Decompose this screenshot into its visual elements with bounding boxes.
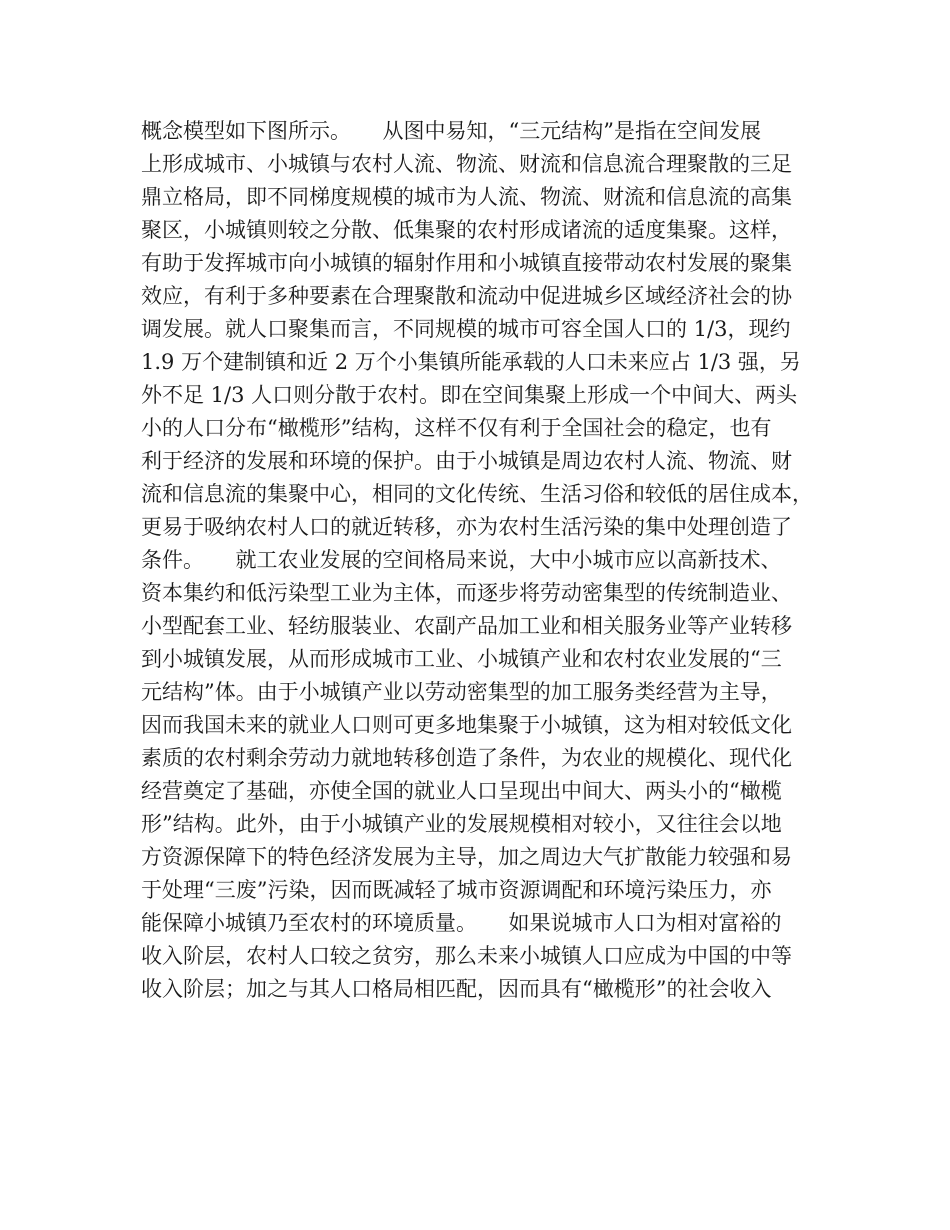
text-line: 条件。 就工农业发展的空间格局来说，大中小城市应以高新技术、 — [141, 548, 782, 572]
text-line: 1.9 万个建制镇和近 2 万个小集镇所能承载的人口未来应占 1/3 强，另 — [141, 350, 801, 374]
text-line: 收入阶层；加之与其人口格局相匹配，因而具有“橄榄形”的社会收入 — [141, 977, 772, 1001]
text-line: 效应，有利于多种要素在合理聚散和流动中促进城乡区域经济社会的协 — [141, 284, 792, 308]
text-line: 小型配套工业、轻纺服装业、农副产品加工业和相关服务业等产业转移 — [141, 614, 792, 638]
text-line: 概念模型如下图所示。 从图中易知，“三元结构”是指在空间发展 — [141, 119, 761, 143]
text-line: 经营奠定了基础，亦使全国的就业人口呈现出中间大、两头小的“橄榄 — [141, 779, 782, 803]
text-line: 到小城镇发展，从而形成城市工业、小城镇产业和农村农业发展的“三 — [141, 647, 782, 671]
text-line: 调发展。就人口聚集而言，不同规模的城市可容全国人口的 1/3，现约 — [141, 317, 791, 341]
text-line: 上形成城市、小城镇与农村人流、物流、财流和信息流合理聚散的三足 — [141, 152, 792, 176]
text-line: 鼎立格局，即不同梯度规模的城市为人流、物流、财流和信息流的高集 — [141, 185, 792, 209]
text-line: 素质的农村剩余劳动力就地转移创造了条件，为农业的规模化、现代化 — [141, 746, 792, 770]
body-text — [141, 115, 821, 1006]
text-line: 资本集约和低污染型工业为主体，而逐步将劳动密集型的传统制造业、 — [141, 581, 792, 605]
text-line: 聚区，小城镇则较之分散、低集聚的农村形成诸流的适度集聚。这样， — [141, 218, 792, 242]
text-line: 流和信息流的集聚中心，相同的文化传统、生活习俗和较低的居住成本， — [141, 482, 813, 506]
text-line: 利于经济的发展和环境的保护。由于小城镇是周边农村人流、物流、财 — [141, 449, 792, 473]
text-line: 有助于发挥城市向小城镇的辐射作用和小城镇直接带动农村发展的聚集 — [141, 251, 792, 275]
text-line: 形”结构。此外，由于小城镇产业的发展规模相对较小，又往往会以地 — [141, 812, 782, 836]
text-line: 元结构”体。由于小城镇产业以劳动密集型的加工服务类经营为主导， — [141, 680, 782, 704]
text-line: 因而我国未来的就业人口则可更多地集聚于小城镇，这为相对较低文化 — [141, 713, 792, 737]
text-line: 能保障小城镇乃至农村的环境质量。 如果说城市人口为相对富裕的 — [141, 911, 782, 935]
text-line: 更易于吸纳农村人口的就近转移，亦为农村生活污染的集中处理创造了 — [141, 515, 792, 539]
text-line: 小的人口分布“橄榄形”结构，这样不仅有利于全国社会的稳定，也有 — [141, 416, 772, 440]
text-line: 于处理“三废”污染，因而既减轻了城市资源调配和环境污染压力，亦 — [141, 878, 772, 902]
text-line: 外不足 1/3 人口则分散于农村。即在空间集聚上形成一个中间大、两头 — [141, 383, 798, 407]
text-line: 收入阶层，农村人口较之贫穷，那么未来小城镇人口应成为中国的中等 — [141, 944, 792, 968]
text-line: 方资源保障下的特色经济发展为主导，加之周边大气扩散能力较强和易 — [141, 845, 792, 869]
